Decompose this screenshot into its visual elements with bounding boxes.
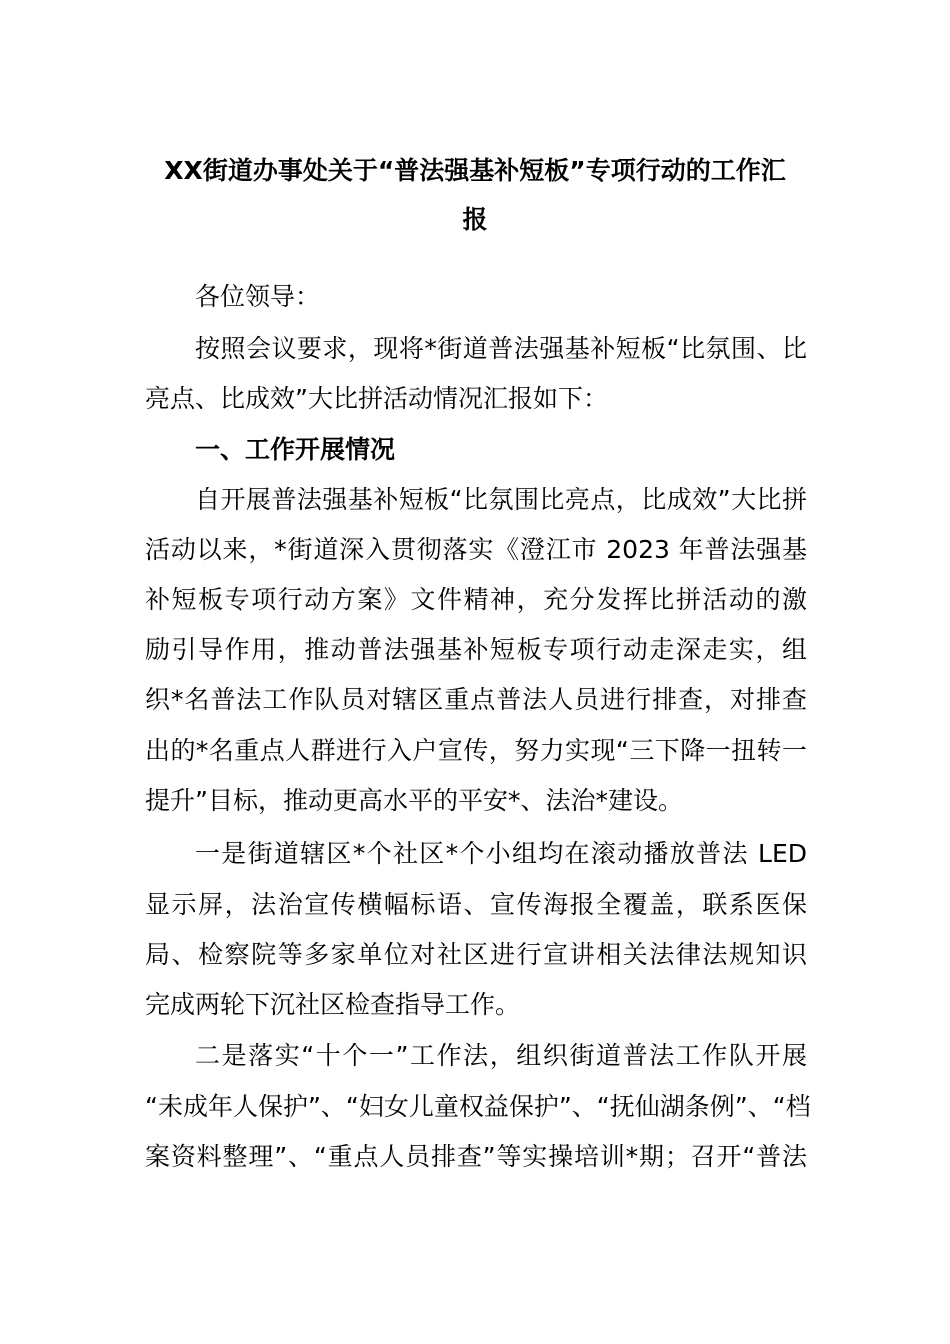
para1-line-7: 提升”目标，推动更高水平的平安*、法治*建设。 (145, 786, 683, 815)
para1-line-3: 补短板专项行动方案》文件精神，充分发挥比拼活动的激 (145, 585, 807, 614)
para2-line-2: 显示屏，法治宣传横幅标语、宣传海报全覆盖，联系医保 (145, 890, 807, 919)
para1-line-2: 活动以来，*街道深入贯彻落实《澄江市 2023 年普法强基 (145, 535, 807, 564)
para2-line-1: 一是街道辖区*个社区*个小组均在滚动播放普法 LED (195, 839, 807, 868)
para2-line-4: 完成两轮下沉社区检查指导工作。 (145, 990, 521, 1019)
document-title-line-2: 报 (462, 205, 488, 234)
para1-line-5: 织*名普法工作队员对辖区重点普法人员进行排查，对排查 (145, 685, 807, 714)
salutation: 各位领导： (195, 282, 321, 311)
para3-line-2: “未成年人保护”、“妇女儿童权益保护”、“抚仙湖条例”、“档 (145, 1092, 811, 1121)
para2-line-3: 局、检察院等多家单位对社区进行宣讲相关法律法规知识 (145, 940, 807, 969)
section-heading-1: 一、工作开展情况 (195, 435, 396, 464)
document-title-line-1: XX街道办事处关于“普法强基补短板”专项行动的工作汇 (164, 156, 786, 185)
intro-line-1: 按照会议要求，现将*街道普法强基补短板“比氛围、比 (195, 334, 807, 363)
para3-line-1: 二是落实“十个一”工作法，组织街道普法工作队开展 (195, 1041, 807, 1070)
para1-line-6: 出的*名重点人群进行入户宣传，努力实现“三下降一扭转一 (145, 736, 807, 765)
para1-line-4: 励引导作用，推动普法强基补短板专项行动走深走实，组 (145, 635, 807, 664)
intro-line-2: 亮点、比成效”大比拼活动情况汇报如下： (145, 384, 608, 413)
para1-line-1: 自开展普法强基补短板“比氛围比亮点，比成效”大比拼 (195, 485, 807, 514)
para3-line-3: 案资料整理”、“重点人员排查”等实操培训*期；召开“普法 (145, 1142, 807, 1171)
